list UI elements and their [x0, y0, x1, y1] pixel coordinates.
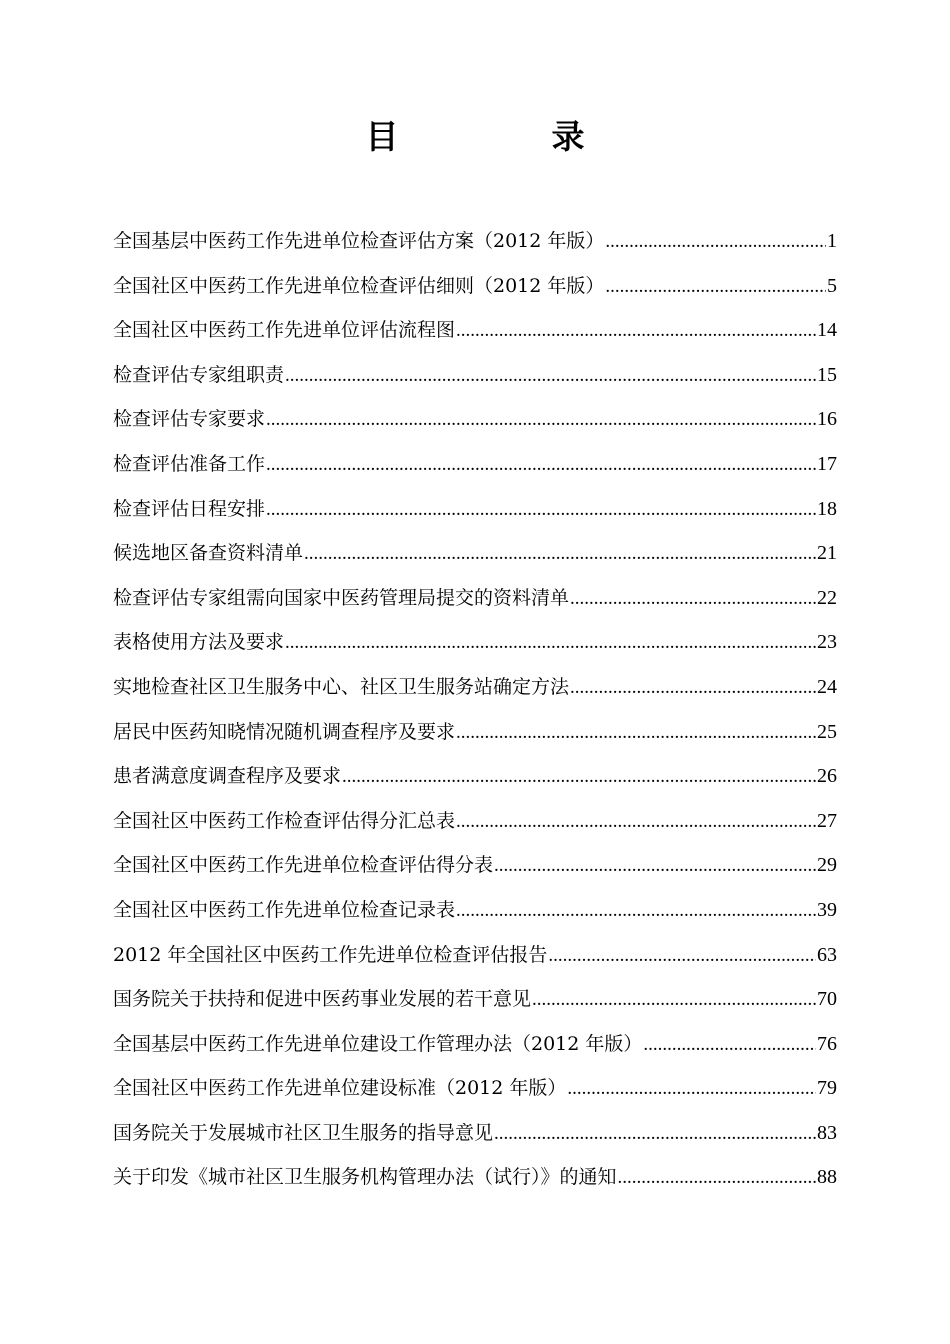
- toc-dot-leader: [266, 488, 816, 533]
- toc-entry-page-number: 18: [817, 497, 837, 520]
- toc-entry[interactable]: [113, 888, 837, 933]
- toc-entry[interactable]: [113, 843, 837, 888]
- toc-entry-page-number: 79: [817, 1077, 837, 1100]
- toc-entry-title: 国务院关于扶持和促进中医药事业发展的若干意见: [113, 988, 532, 1011]
- page-title: 目 录: [365, 117, 645, 156]
- toc-entry-page-number: 83: [817, 1121, 837, 1144]
- toc-entry-title: 患者满意度调查程序及要求: [113, 765, 342, 788]
- toc-entry-page-number: 76: [817, 1032, 837, 1055]
- toc-dot-leader: [605, 265, 826, 310]
- toc-dot-leader: [304, 532, 816, 577]
- toc-entry-page-number: 1: [827, 230, 837, 252]
- toc-entry-page-number: 88: [817, 1166, 837, 1189]
- toc-entry[interactable]: [113, 1022, 837, 1067]
- toc-entry-page-number: 17: [817, 452, 837, 475]
- toc-entry-page-number: 70: [817, 988, 837, 1011]
- toc-entry-title: 全国社区中医药工作先进单位检查评估得分表: [113, 854, 494, 877]
- toc-entry[interactable]: [113, 620, 837, 665]
- toc-entry-title: 居民中医药知晓情况随机调查程序及要求: [113, 720, 456, 743]
- toc-entry[interactable]: [113, 397, 837, 442]
- toc-entry[interactable]: [113, 442, 837, 487]
- toc-entry[interactable]: [113, 977, 837, 1022]
- toc-dot-leader: [532, 978, 816, 1023]
- toc-entry-title: 表格使用方法及要求: [113, 631, 285, 654]
- toc-dot-leader: [456, 889, 816, 934]
- toc-entry[interactable]: [113, 308, 837, 353]
- toc-entry-title: 检查评估专家组职责: [113, 363, 285, 386]
- toc-entry-title: 检查评估准备工作: [113, 452, 266, 475]
- toc-dot-leader: [456, 711, 816, 756]
- toc-entry-title: 2012 年全国社区中医药工作先进单位检查评估报告: [113, 943, 548, 966]
- toc-entry-page-number: 29: [817, 854, 837, 877]
- toc-entry-page-number: 21: [817, 542, 837, 565]
- toc-entry[interactable]: [113, 353, 837, 398]
- toc-entry[interactable]: [113, 665, 837, 710]
- toc-entry-title: 检查评估专家要求: [113, 408, 266, 431]
- toc-entry-page-number: 24: [817, 675, 837, 698]
- toc-entry-title: 全国社区中医药工作先进单位检查评估细则（2012 年版）: [113, 274, 605, 297]
- toc-entry-page-number: 25: [817, 720, 837, 743]
- toc-entry[interactable]: [113, 933, 837, 978]
- toc-entry[interactable]: [113, 264, 837, 309]
- toc-entry-title: 国务院关于发展城市社区卫生服务的指导意见: [113, 1121, 494, 1144]
- toc-entry-title: 关于印发《城市社区卫生服务机构管理办法（试行）》的通知: [113, 1166, 617, 1189]
- toc-entry[interactable]: [113, 576, 837, 621]
- toc-dot-leader: [494, 1112, 816, 1157]
- toc-entry-title: 全国基层中医药工作先进单位建设工作管理办法（2012 年版）: [113, 1032, 643, 1055]
- toc-dot-leader: [570, 666, 816, 711]
- toc-entry-page-number: 23: [817, 631, 837, 654]
- toc-entry[interactable]: [113, 1066, 837, 1111]
- toc-dot-leader: [567, 1067, 816, 1112]
- toc-entry-page-number: 16: [817, 408, 837, 431]
- toc-entry-title: 实地检查社区卫生服务中心、社区卫生服务站确定方法: [113, 675, 570, 698]
- toc-entry-page-number: 5: [827, 274, 837, 297]
- table-of-contents: [113, 219, 837, 1200]
- toc-dot-leader: [456, 309, 816, 354]
- toc-entry[interactable]: [113, 754, 837, 799]
- toc-dot-leader: [285, 354, 816, 399]
- toc-dot-leader: [548, 934, 816, 979]
- toc-entry-title: 全国社区中医药工作先进单位建设标准（2012 年版）: [113, 1077, 567, 1100]
- toc-entry-title: 全国社区中医药工作检查评估得分汇总表: [113, 809, 456, 832]
- toc-entry-title: 全国基层中医药工作先进单位检查评估方案（2012 年版）: [113, 230, 605, 252]
- toc-dot-leader: [618, 1156, 816, 1201]
- toc-entry[interactable]: [113, 531, 837, 576]
- toc-dot-leader: [266, 398, 816, 443]
- toc-entry[interactable]: [113, 799, 837, 844]
- toc-dot-leader: [494, 844, 816, 889]
- toc-dot-leader: [570, 577, 816, 622]
- toc-entry-title: 全国社区中医药工作先进单位评估流程图: [113, 319, 456, 342]
- toc-dot-leader: [643, 1023, 816, 1068]
- toc-dot-leader: [342, 755, 816, 800]
- toc-entry-title: 全国社区中医药工作先进单位检查记录表: [113, 898, 456, 921]
- toc-entry[interactable]: [113, 1111, 837, 1156]
- toc-entry[interactable]: [113, 1155, 837, 1200]
- toc-entry-page-number: 22: [817, 586, 837, 609]
- toc-dot-leader: [605, 220, 826, 265]
- toc-entry-page-number: 15: [817, 363, 837, 386]
- toc-entry-page-number: 39: [817, 898, 837, 921]
- toc-dot-leader: [456, 800, 816, 845]
- toc-dot-leader: [285, 621, 816, 666]
- toc-entry[interactable]: [113, 219, 837, 264]
- toc-entry-title: 候选地区备查资料清单: [113, 542, 304, 565]
- toc-entry-title: 检查评估日程安排: [113, 497, 266, 520]
- toc-entry-page-number: 63: [817, 943, 837, 966]
- toc-entry-page-number: 14: [817, 319, 837, 342]
- toc-entry[interactable]: [113, 710, 837, 755]
- toc-entry[interactable]: [113, 487, 837, 532]
- toc-entry-title: 检查评估专家组需向国家中医药管理局提交的资料清单: [113, 586, 570, 609]
- toc-entry-page-number: 26: [817, 765, 837, 788]
- toc-entry-page-number: 27: [817, 809, 837, 832]
- toc-dot-leader: [266, 443, 816, 488]
